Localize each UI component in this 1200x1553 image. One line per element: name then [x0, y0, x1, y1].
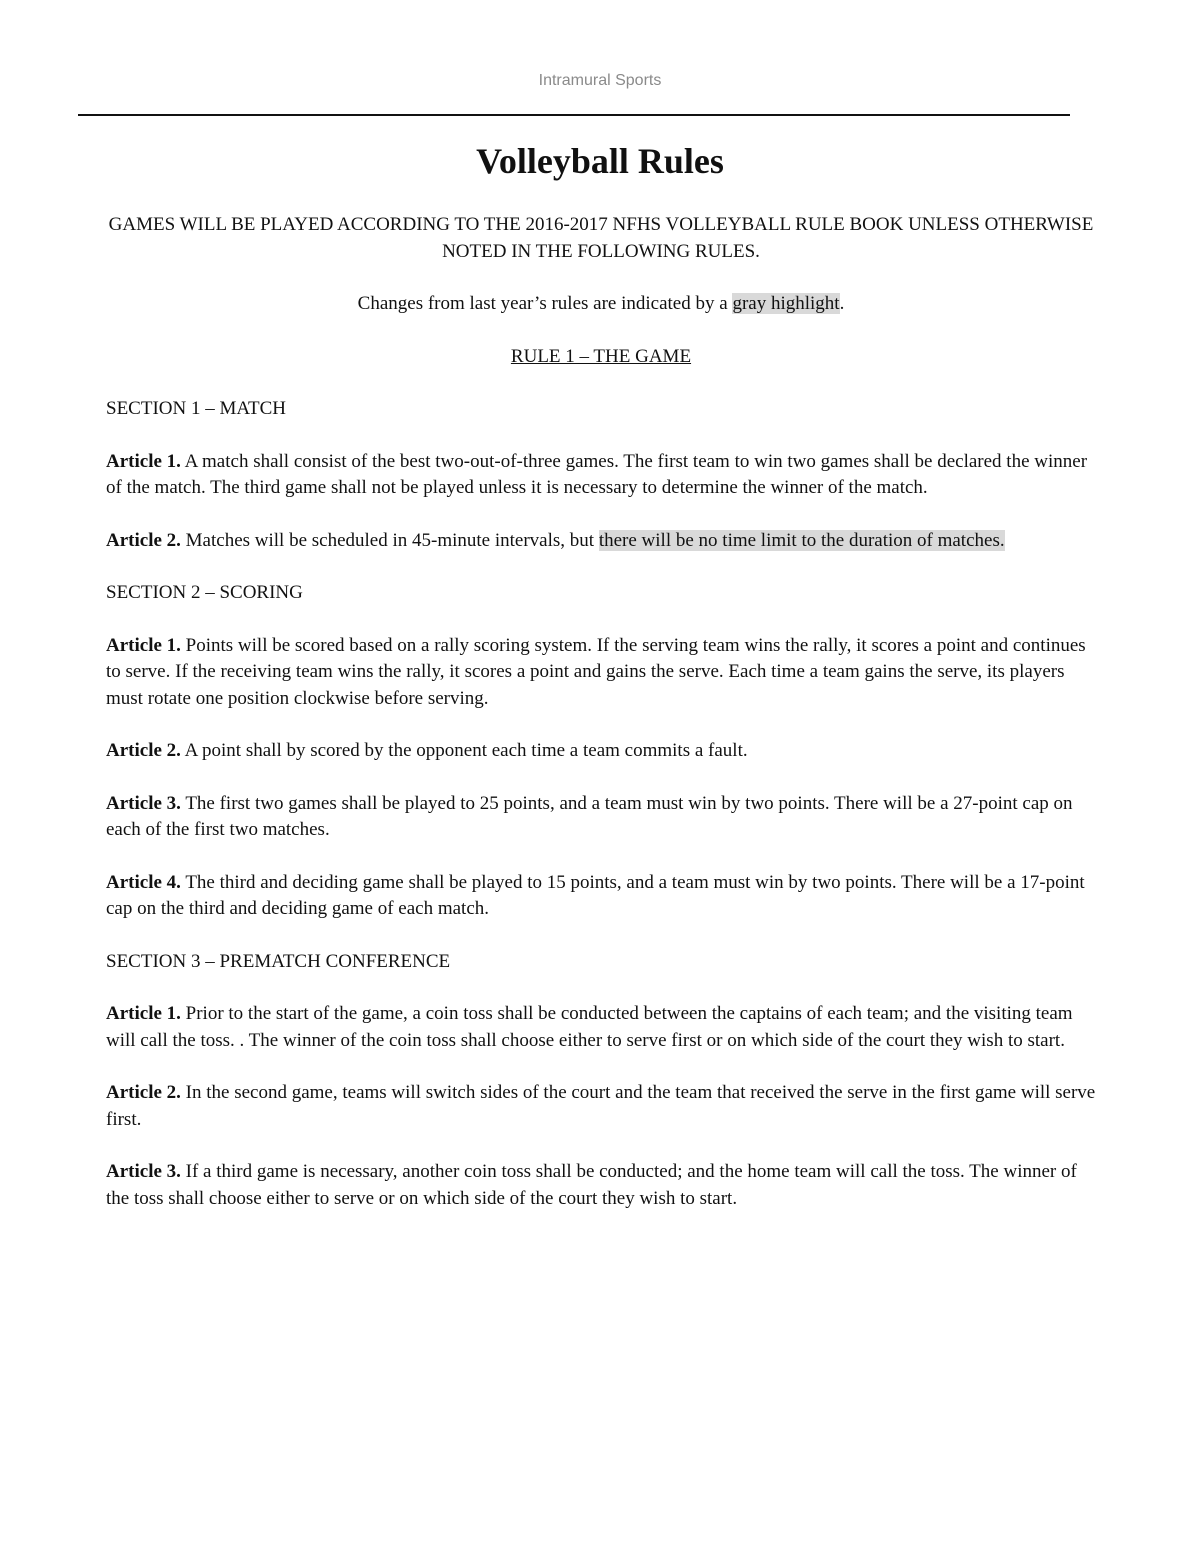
article-highlight: there will be no time limit to the duration of matches.	[598, 529, 1005, 551]
rule-heading: RULE 1 – THE GAME	[510, 345, 692, 367]
article-paragraph	[106, 1080, 1096, 1133]
article-text: The third and deciding game shall be played to 15 points, and a team must win by two points. There will be a 17-point cap on the third and deciding game of each match.	[106, 871, 1085, 919]
article-text: A point shall by scored by the opponent each time a team commits a fault.	[180, 740, 748, 761]
changes-text: Changes from last year’s rules are indicated by a	[357, 293, 733, 314]
article-paragraph	[106, 1001, 1096, 1054]
document-body	[106, 212, 1096, 1238]
section-heading: SECTION 2 – SCORING	[106, 582, 303, 603]
changes-note	[106, 291, 1096, 318]
article-text: If a third game is necessary, another coin toss shall be conducted; and the home team will call the toss. The winner of the toss shall choose either to serve or on which side of the court they wish to start.	[106, 1161, 1077, 1209]
document-title: Volleyball Rules	[476, 141, 724, 181]
article-label: Article 1.	[106, 634, 181, 656]
article-paragraph	[106, 1159, 1096, 1212]
gray-highlight-sample: gray highlight	[732, 293, 840, 314]
section-heading: SECTION 3 – PREMATCH CONFERENCE	[106, 950, 451, 972]
article-label: Article 3.	[106, 792, 181, 814]
article-paragraph	[106, 738, 1096, 765]
changes-period: .	[839, 293, 845, 314]
article-text: Matches will be scheduled in 45-minute intervals, but	[180, 529, 599, 551]
article-paragraph	[106, 449, 1096, 502]
article-label: Article 2.	[106, 1082, 181, 1103]
article-text: Prior to the start of the game, a coin toss shall be conducted between the captains of each team; and the visiting team will call the toss. . The winner of the coin toss shall choose either to serve first or on which side of the court they wish to start.	[106, 1003, 1073, 1051]
article-text: A match shall consist of the best two-out-of-three games. The first team to win two games shall be declared the winner of the match. The third game shall not be played unless it is necessary to determine the winner of the match.	[106, 450, 1088, 498]
article-label: Article 1.	[106, 450, 181, 472]
page-header: Intramural Sports	[538, 72, 662, 89]
article-text: Points will be scored based on a rally scoring system. If the serving team wins the rally, it scores a point and continues to serve. If the receiving team wins the rally, it scores a point and gains the serve. Each time a team gains the serve, its players must rotate one position clockwise before serving.	[106, 634, 1086, 709]
article-text: In the second game, teams will switch sides of the court and the team that received the serve in the first game will serve first.	[106, 1082, 1096, 1130]
article-label: Article 1.	[106, 1003, 181, 1024]
article-paragraph	[106, 870, 1096, 923]
section-heading: SECTION 1 – MATCH	[106, 398, 286, 419]
article-text: The first two games shall be played to 25 points, and a team must win by two points. There will be a 27-point cap on each of the first two matches.	[106, 792, 1073, 840]
article-label: Article 3.	[106, 1161, 181, 1182]
article-label: Article 2.	[106, 529, 181, 551]
article-label: Article 4.	[106, 871, 181, 893]
article-paragraph	[106, 528, 1096, 555]
article-paragraph	[106, 791, 1096, 844]
intro-paragraph: GAMES WILL BE PLAYED ACCORDING TO THE 2016-2017 NFHS VOLLEYBALL RULE BOOK UNLESS OTHERWISE NOTED IN THE FOLLOWING RULES.	[108, 214, 1094, 262]
header-rule	[78, 114, 1070, 116]
article-paragraph	[106, 633, 1096, 713]
article-label: Article 2.	[106, 740, 181, 761]
